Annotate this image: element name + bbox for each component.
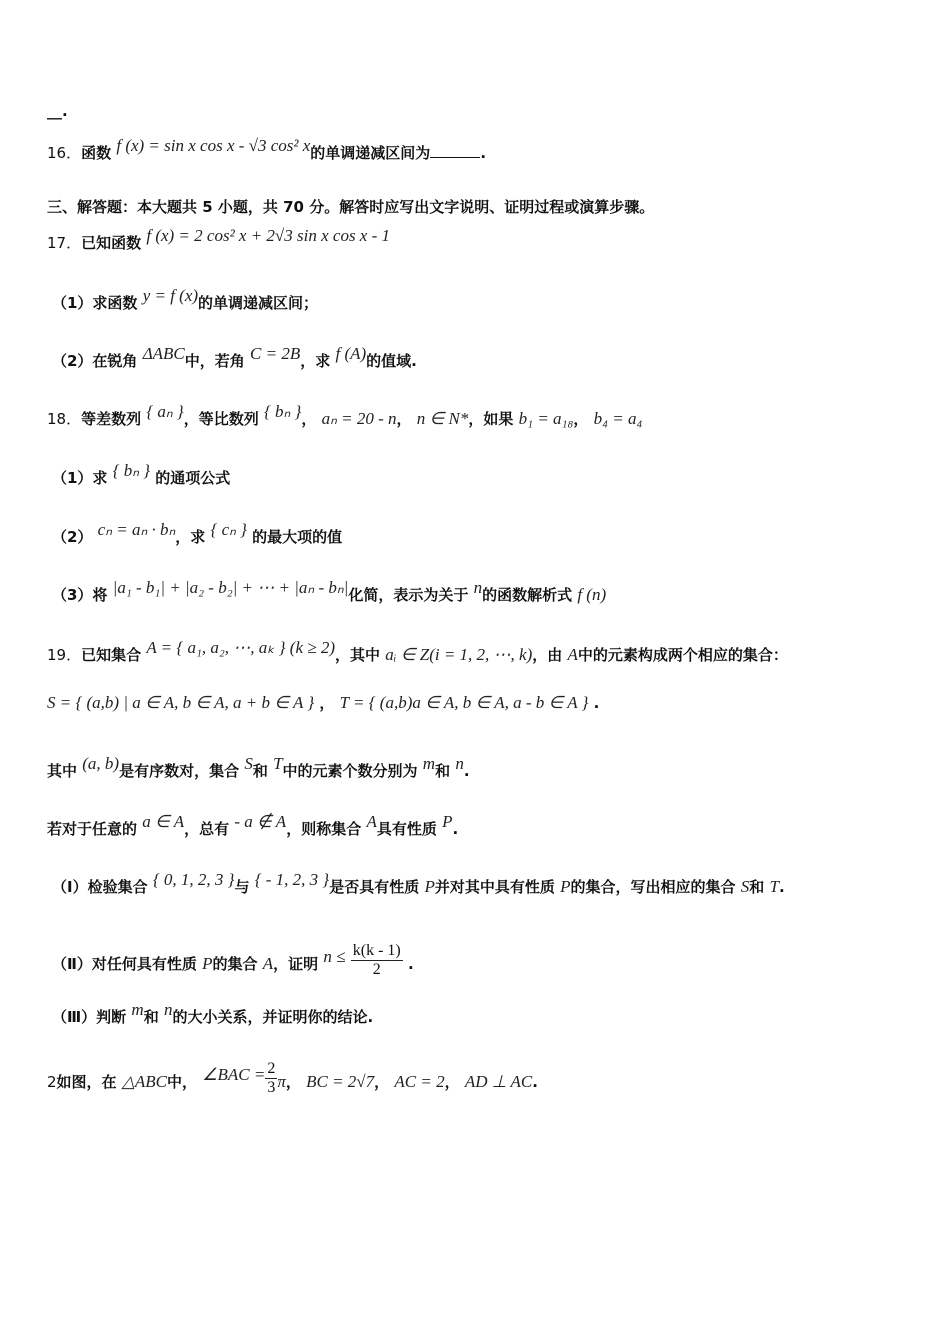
q18-p2-label: （2）	[52, 528, 93, 546]
q17-p2-t1: 中，若角	[184, 352, 245, 370]
q20-m3: BC = 2√7	[306, 1072, 375, 1091]
q18-t3: ，	[396, 410, 412, 428]
section-3-heading: 三、解答题：本大题共 5 小题，共 70 分。解答时应写出文字说明、证明过程或演算步骤。	[47, 198, 655, 216]
q19-m3: A	[567, 645, 578, 664]
q19-set-definitions	[47, 692, 599, 713]
fraction-numerator: 2	[267, 1060, 276, 1077]
q19-number: 19．	[47, 646, 82, 664]
q19-l4-t3: 具有性质	[376, 820, 437, 838]
q18-t4: ，如果	[468, 410, 514, 428]
q19-part-2	[52, 942, 414, 983]
q19-p1-label: （Ⅰ）检验集合	[52, 878, 148, 896]
q17-p2-m1: ΔABC	[142, 344, 185, 363]
q19-t2: ，由	[532, 646, 563, 664]
q20-t5: .	[532, 1073, 538, 1091]
q18-t2: ，	[301, 410, 317, 428]
q19-l3-m5: n	[455, 754, 464, 773]
q19-p1-t6: .	[778, 878, 785, 896]
q20-m4: AC = 2	[394, 1072, 445, 1091]
q17-p1-math: y = f (x)	[142, 286, 199, 305]
q20-t4: ，	[444, 1073, 460, 1091]
q18-p3-m3: f (n)	[577, 585, 607, 604]
q19-p3-t1: 和	[143, 1008, 159, 1026]
q19-p1-m3: P	[424, 877, 435, 896]
q18-part-1	[52, 461, 231, 488]
q19-l4-m2: - a ∉ A	[234, 812, 287, 831]
question-17	[47, 226, 391, 253]
q17-p2-m3: f (A)	[335, 344, 367, 363]
q19-l3-m3: T	[273, 754, 283, 773]
q19-p3-m1: m	[131, 1000, 144, 1019]
q16-post: 的单调递减区间为	[310, 144, 431, 162]
q19-p1-m2: { - 1, 2, 3 }	[254, 870, 330, 889]
q19-p3-t2: 的大小关系，并证明你的结论.	[172, 1008, 374, 1026]
q18-m1: { aₙ }	[146, 402, 184, 421]
q18-m5: b₁ = a₁₈	[518, 409, 574, 428]
q17-part-1	[52, 286, 319, 313]
q19-p1-t3: 并对其中具有性质	[434, 878, 555, 896]
q18-number: 18．	[47, 410, 82, 428]
fraction-denominator: 2	[372, 961, 381, 978]
q17-p2-t3: 的值域.	[366, 352, 417, 370]
q17-p2-m2: C = 2B	[250, 344, 301, 363]
question-16	[47, 136, 487, 163]
q19-p3-m2: n	[163, 1000, 173, 1019]
q19-t-def: T = { (a,b)a ∈ A, b ∈ A, a - b ∈ A }	[339, 693, 589, 712]
q19-l4-t0: 若对于任意的	[47, 820, 138, 838]
question-19	[47, 638, 788, 665]
q18-part-3	[52, 578, 607, 605]
q19-l3-t4: 和	[435, 762, 451, 780]
q18-p2-m2: { cₙ }	[210, 520, 247, 539]
q17-pre: 已知函数	[81, 234, 142, 252]
q19-p2-m1: P	[202, 954, 213, 973]
q19-l3-t5: .	[463, 762, 470, 780]
q19-p3-label: （Ⅲ）判断	[52, 1008, 127, 1026]
q18-p2-t1: ，求	[175, 528, 206, 546]
q19-l3-t3: 中的元素个数分别为	[282, 762, 418, 780]
q19-p2-t3: .	[407, 955, 414, 973]
top-fragment: __.	[47, 102, 68, 120]
q19-l4-t2: ，则称集合	[286, 820, 362, 838]
q19-l4-m3: A	[366, 812, 377, 831]
fraction-denominator: 3	[267, 1079, 276, 1096]
q18-p1-math: { bₙ }	[112, 461, 151, 480]
q19-l4-t1: ，总有	[184, 820, 230, 838]
q18-m4: n ∈ N*	[416, 409, 469, 428]
q19-p1-m6: T	[769, 877, 779, 896]
q19-l3-m1: (a, b)	[82, 754, 120, 773]
q19-p1-t4: 的集合，写出相应的集合	[570, 878, 736, 896]
q20-m2b: π	[277, 1072, 286, 1091]
q20-pre: 如图，在	[56, 1073, 117, 1091]
q17-math: f (x) = 2 cos² x + 2√3 sin x cos x - 1	[146, 226, 391, 245]
q18-p3-t2: 的函数解析式	[482, 586, 573, 604]
q19-l4-m1: a ∈ A	[142, 812, 185, 831]
q19-l4-t4: .	[452, 820, 459, 838]
q19-pre: 已知集合	[81, 646, 142, 664]
q19-sep: ，	[319, 694, 335, 712]
q17-p1-post: 的单调递减区间；	[198, 294, 319, 312]
q19-p2-t1: 的集合	[212, 955, 258, 973]
q18-m2: { bₙ }	[263, 402, 302, 421]
q19-t1: ，其中	[335, 646, 381, 664]
q20-t1: 中，	[166, 1073, 197, 1091]
q19-s-def: S = { (a,b) | a ∈ A, b ∈ A, a + b ∈ A }	[47, 693, 315, 712]
q18-p1-post: 的通项公式	[155, 469, 231, 487]
q20-m1: △ABC	[121, 1072, 167, 1091]
q16-pre: 函数	[81, 144, 112, 162]
q20-m2a: ∠BAC =	[202, 1065, 266, 1084]
q19-p2-m3: n ≤	[323, 947, 346, 966]
q18-pre: 等差数列	[81, 410, 142, 428]
q19-def-end: .	[593, 694, 600, 712]
q16-math: f (x) = sin x cos x - √3 cos² x	[116, 136, 311, 155]
answer-blank	[430, 145, 480, 158]
q18-part-2	[52, 520, 343, 547]
q19-p1-m4: P	[560, 877, 571, 896]
q18-p3-label: （3）将	[52, 586, 108, 604]
q17-p2-t2: ，求	[300, 352, 331, 370]
q18-p2-m1: cₙ = aₙ · bₙ	[97, 520, 176, 539]
q18-t1: ，等比数列	[183, 410, 259, 428]
q19-l3-m4: m	[422, 754, 436, 773]
q20-fraction	[265, 1060, 277, 1097]
q19-l3-t0: 其中	[47, 762, 78, 780]
q17-p1-label: （1）求函数	[52, 294, 138, 312]
q19-l3-m2: S	[244, 754, 253, 773]
q18-p1-label: （1）求	[52, 469, 108, 487]
q19-p2-label: （Ⅱ）对任何具有性质	[52, 955, 197, 973]
q17-part-2	[52, 344, 417, 371]
q18-p2-t2: 的最大项的值	[252, 528, 343, 546]
q19-line-4	[47, 812, 459, 839]
q18-t5: ，	[573, 410, 589, 428]
q20-t3: ，	[374, 1073, 390, 1091]
question-18	[47, 402, 643, 429]
q19-part-3	[52, 1000, 374, 1027]
q19-line-3	[47, 754, 470, 781]
q19-p1-m5: S	[740, 877, 750, 896]
q19-p1-t5: 和	[749, 878, 765, 896]
q19-m2: aᵢ ∈ Z(i = 1, 2, ⋯, k)	[385, 645, 533, 664]
q19-p2-t2: ，证明	[273, 955, 319, 973]
q18-p3-t1: 化简，表示为关于	[348, 586, 469, 604]
q18-m6: b₄ = a₄	[593, 409, 643, 428]
q19-m1: A = { a₁, a₂, ⋯, aₖ } (k ≥ 2)	[146, 638, 335, 657]
q19-p2-m2: A	[262, 954, 274, 973]
q19-l3-t2: 和	[252, 762, 268, 780]
q19-p2-fraction	[351, 942, 403, 979]
q18-m3: aₙ = 20 - n	[321, 409, 397, 428]
fraction-numerator: k(k - 1)	[352, 942, 401, 959]
q17-p2-label: （2）在锐角	[52, 352, 138, 370]
q19-p1-m1: { 0, 1, 2, 3 }	[152, 870, 235, 889]
q16-end: .	[480, 144, 487, 162]
q19-l3-t1: 是有序数对，集合	[119, 762, 240, 780]
q17-number: 17．	[47, 234, 82, 252]
q19-l4-m4: P	[442, 812, 453, 831]
q18-p3-m1: |a₁ - b₁| + |a₂ - b₂| + ⋯ + |aₙ - bₙ|	[112, 578, 349, 597]
q20-number: 2	[47, 1073, 57, 1091]
q18-p3-m2: n	[473, 578, 483, 597]
q19-p1-t2: 是否具有性质	[329, 878, 420, 896]
q19-t3: 中的元素构成两个相应的集合：	[577, 646, 788, 664]
q20-t2: ，	[285, 1073, 301, 1091]
q19-p1-t1: 与	[234, 878, 250, 896]
q20-m5: AD ⊥ AC	[464, 1072, 533, 1091]
q16-number: 16．	[47, 144, 82, 162]
question-20	[47, 1060, 538, 1101]
q19-part-1	[52, 870, 785, 897]
